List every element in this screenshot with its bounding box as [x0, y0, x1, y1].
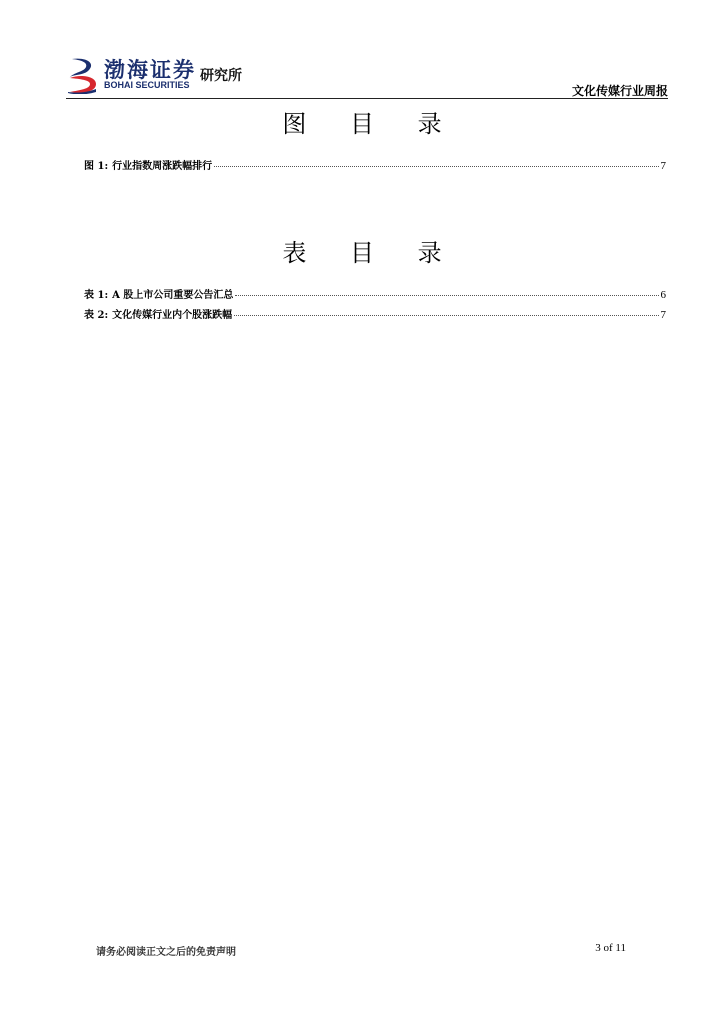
toc-dot-leader: [234, 315, 658, 316]
table-toc-entry-1[interactable]: [84, 286, 666, 302]
institute-name: 研究所: [200, 68, 242, 84]
page-header: [66, 52, 668, 98]
toc-entry-text: A 股上市公司重要公告汇总: [112, 290, 234, 301]
header-divider: [66, 98, 668, 99]
figure-toc-title: 图 目 录: [282, 110, 460, 138]
bohai-logo-icon: [66, 56, 100, 94]
toc-entry-page: 7: [660, 309, 666, 321]
figure-toc-entry-1[interactable]: [84, 157, 666, 173]
toc-entry-page: 7: [660, 160, 666, 172]
table-toc-title: 表 目 录: [282, 239, 460, 267]
logo-en-text: BOHAI SECURITIES: [104, 80, 190, 90]
logo-cn-text: 渤海证券: [104, 57, 196, 82]
toc-entry-label: 表 2:: [84, 310, 109, 321]
footer-disclaimer: 请务必阅读正文之后的免责声明: [96, 947, 236, 958]
toc-entry-label: 图 1:: [84, 161, 109, 172]
report-type: 文化传媒行业周报: [571, 84, 668, 98]
toc-dot-leader: [235, 295, 658, 296]
table-toc-entry-2[interactable]: [84, 306, 666, 322]
footer-page-number: 3 of 11: [595, 942, 626, 954]
toc-entry-text: 文化传媒行业内个股涨跌幅: [112, 310, 233, 321]
toc-entry-text: 行业指数周涨跌幅排行: [112, 161, 213, 172]
toc-entry-label: 表 1:: [84, 290, 109, 301]
toc-dot-leader: [214, 166, 658, 167]
toc-entry-page: 6: [660, 289, 666, 301]
